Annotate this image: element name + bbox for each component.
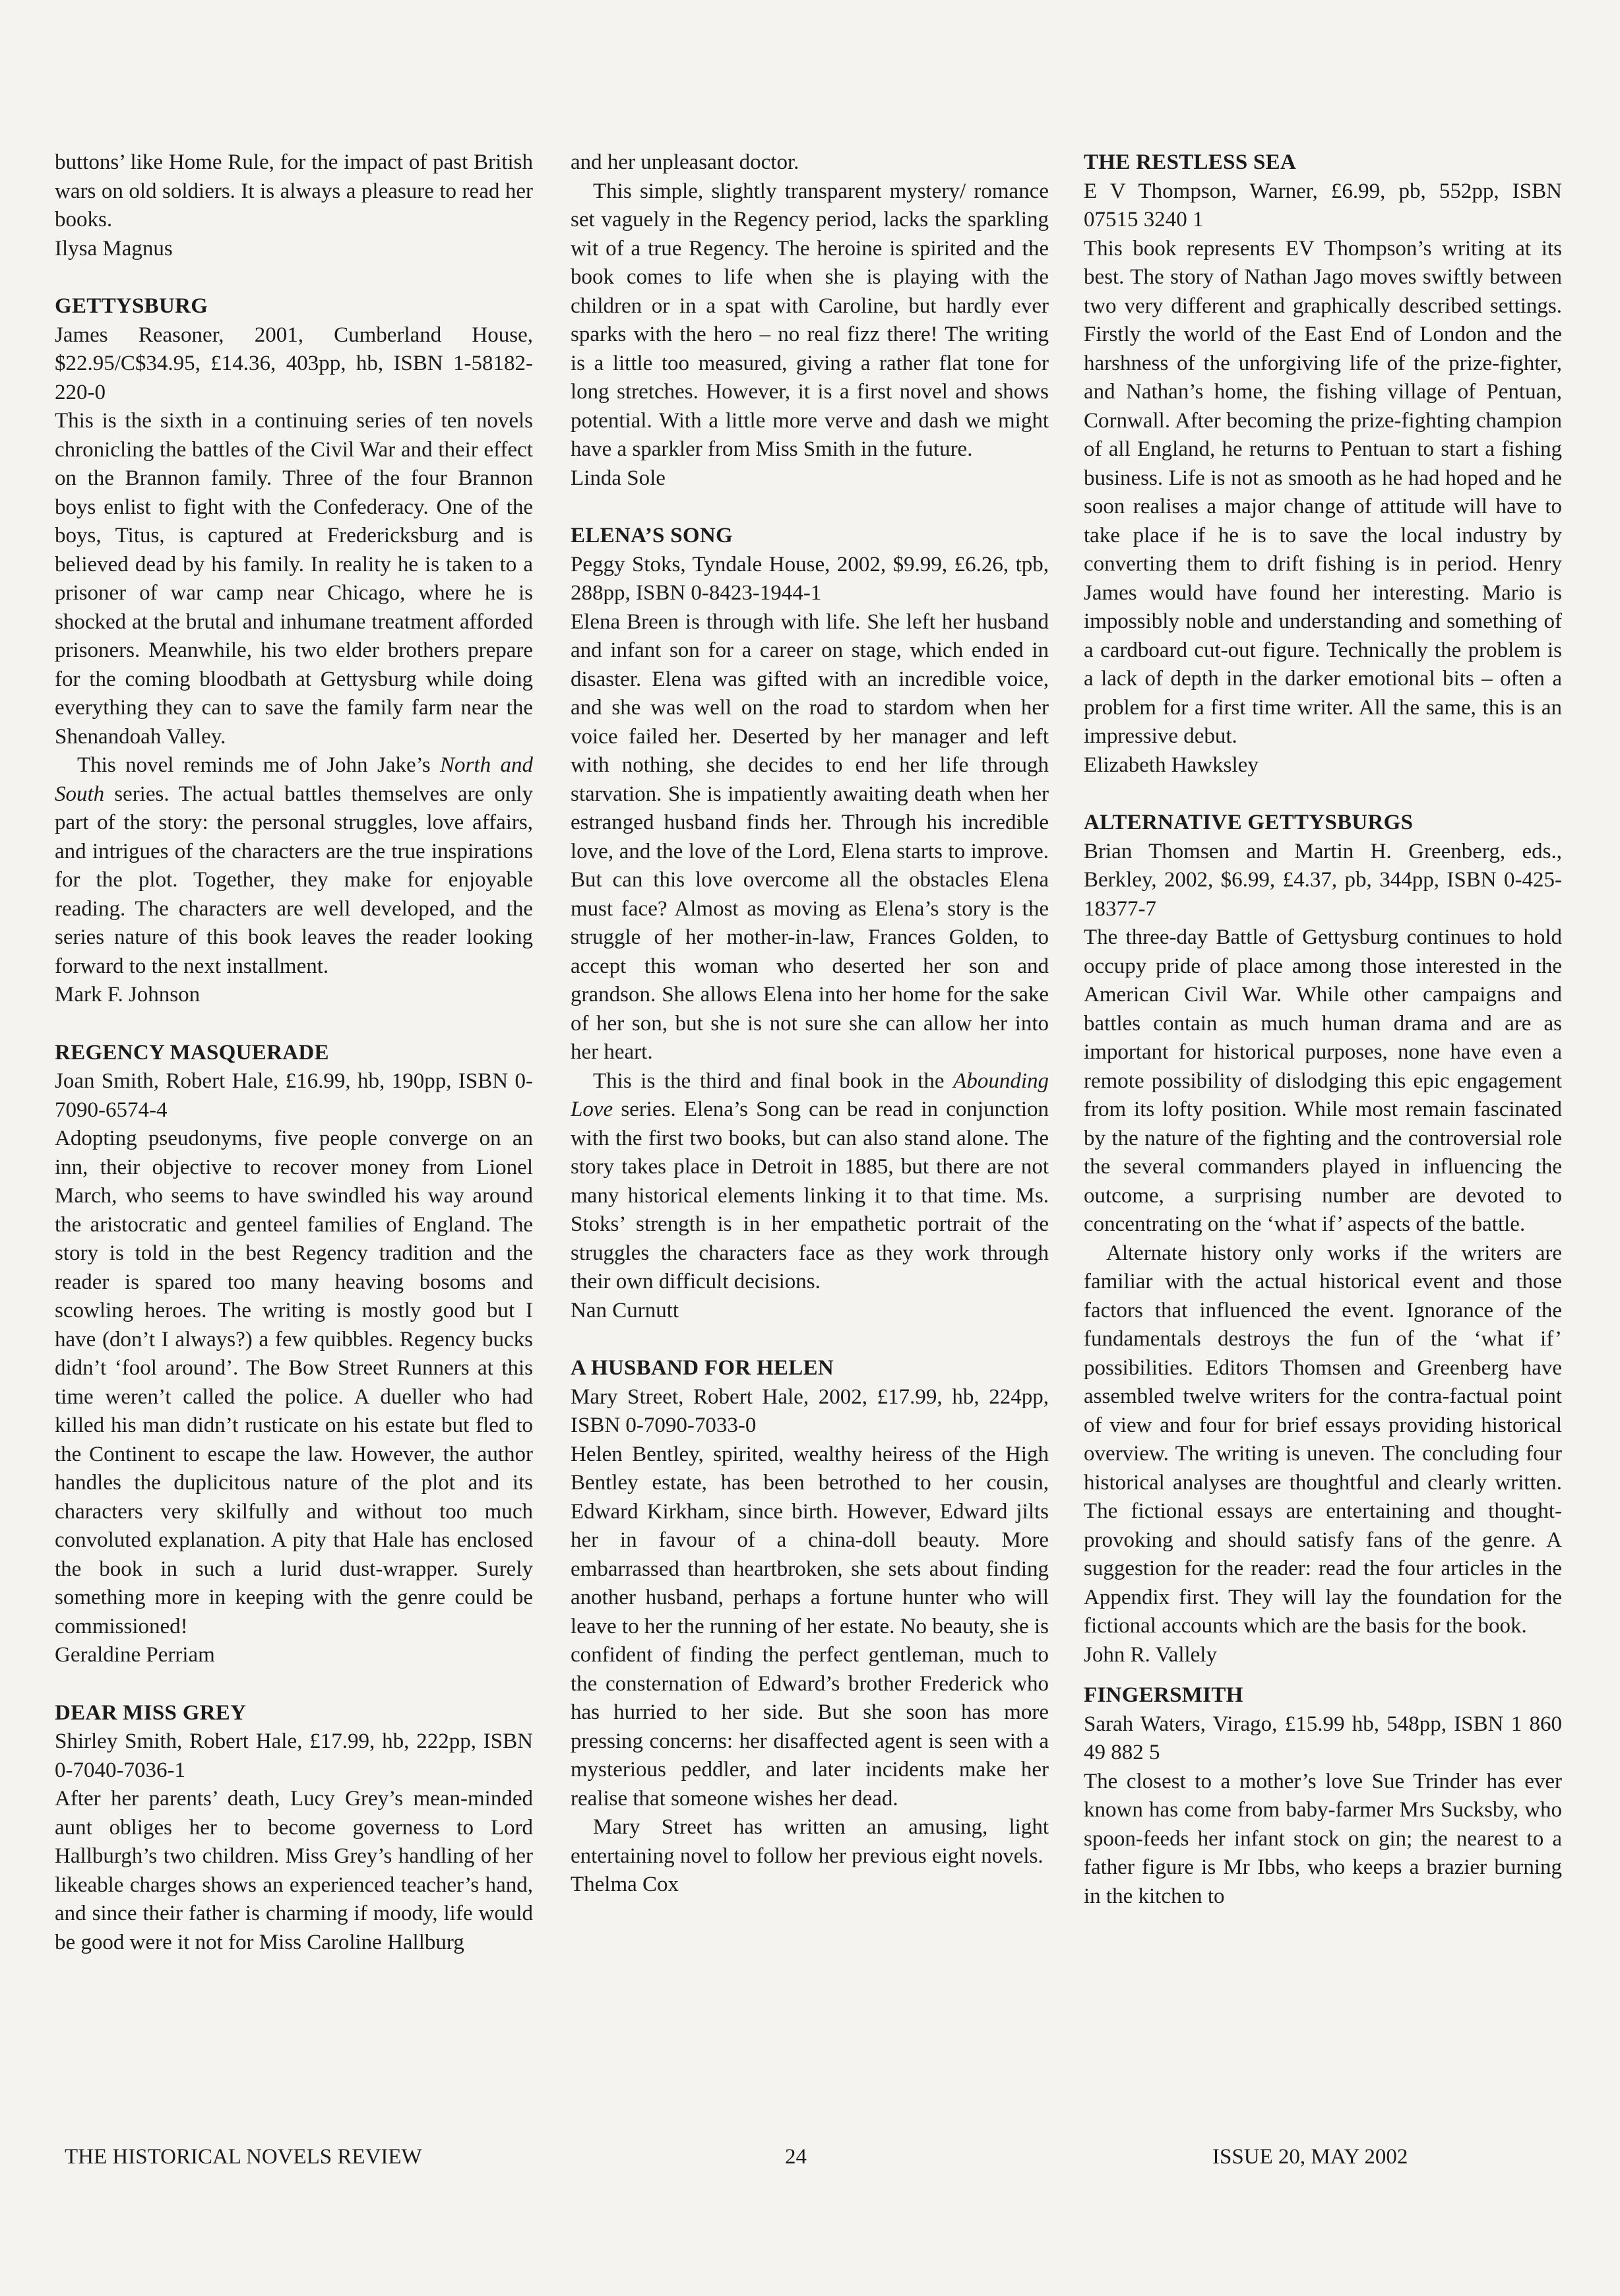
review-title: DEAR MISS GREY [55, 1700, 247, 1725]
paragraph-text: Helen Bentley, spirited, wealthy heiress of the High Bentley estate, has been betrothed to her cousin, Edward Kirkham, since birth. However, Edward jilts her in favour of a china-doll beauty. More embarrassed than heartbroken, she sets about finding another husband, perhaps a fortune hunter who will leave to her the running of her estate. No beauty, she is confident of finding the perfect gentleman, much to the consternation of Edward’s brother Frederick who has hurried to her side. But she soon has more pressing concerns: her disaffected agent is seen with a mysterious peddler, and later incidents make her realise that someone wishes her dead. [571, 1442, 1049, 1811]
review-book-details: Joan Smith, Robert Hale, £16.99, hb, 190pp, ISBN 0-7090-6574-4 [55, 1069, 533, 1122]
paragraph-text: series. The actual battles themselves are only part of the story: the personal struggles, love affairs, and intrigues of the characters are the true inspirations for the plot. Together, they make for enjoyable reading. The characters are well developed, and the series nature of this book leaves the reader looking forward to the next installment. [55, 782, 533, 978]
series-title-italic: North and South [55, 753, 533, 806]
series-title-italic: Abounding Love [571, 1069, 1049, 1121]
footer-page-number: 24 [785, 2145, 807, 2169]
review-book-details: Brian Thomsen and Martin H. Greenberg, eds., Berkley, 2002, $6.99, £4.37, pb, 344pp, ISBN 0-425-18377-7 [1084, 839, 1562, 921]
review-paragraph [1084, 1768, 1562, 1911]
paragraph-text: This novel reminds me of John Jake’s [77, 753, 441, 777]
paragraph-text: The three-day Battle of Gettysburg continues to hold occupy pride of place among those interested in the American Civil War. While other campaigns and battles contain as much human drama and are as important for historical purposes, none have even a remote possibility of dislodging this epic engagement from its lofty position. While most remain fascinated by the nature of the fighting and the controversial role the several commanders played in influencing the outcome, a surprising number are devoted to concentrating on the ‘what if’ aspects of the battle. [1084, 925, 1562, 1236]
review-paragraph [571, 1441, 1049, 1814]
review-book-details: Shirley Smith, Robert Hale, £17.99, hb, 222pp, ISBN 0-7040-7036-1 [55, 1729, 533, 1782]
paragraph-text: Alternate history only works if the writers are familiar with the actual historical event and those factors that influenced the event. Ignorance of the fundamentals destroys the fun of the ‘what if’ possibilities. Editors Thomsen and Greenberg have assembled twelve writers for the contra-factual point of view and four for brief essays providing historical overview. The writing is uneven. The concluding four historical analyses are thoughtful and clearly written. The fictional essays are entertaining and thought-provoking and should satisfy fans of the genre. A suggestion for the reader: read the four articles in the Appendix first. They will lay the foundation for the fictional accounts which are the basis for the book. [1084, 1241, 1562, 1638]
reviewer-name: Mark F. Johnson [55, 983, 201, 1007]
reviewer-name: Elizabeth Hawksley [1084, 753, 1259, 777]
paragraph-text: This is the sixth in a continuing series of ten novels chronicling the battles of the Civil War and their effect on the Brannon family. Three of the four Brannon boys enlist to fight with the Confederacy. One of the boys, Titus, is captured at Fredericksburg and is believed dead by his family. In reality he is taken to a prisoner of war camp near Chicago, where he is shocked at the brutal and inhumane treatment afforded prisoners. Meanwhile, his two elder brothers prepare for the coming bloodbath at Gettysburg while doing everything they can to save the family farm near the Shenandoah Valley. [55, 409, 533, 749]
paragraph-text: The closest to a mother’s love Sue Trinder has ever known has come from baby-farmer Mrs Sucksby, who spoon-feeds her infant stock on gin; the nearest to a father figure is Mr Ibbs, who keeps a brazier burning in the kitchen to [1084, 1769, 1562, 1908]
review-paragraph [55, 1125, 533, 1641]
review-paragraph [55, 751, 533, 981]
reviewer-name: Linda Sole [571, 466, 666, 490]
text-column-2 [571, 148, 1049, 2140]
paragraph-text: This simple, slightly transparent mystery/ romance set vaguely in the Regency period, lacks the sparkling wit of a true Regency. The heroine is spirited and the book comes to life when she is playing with the children or in a spat with Caroline, but hardly ever sparks with the hero – no real fizz there! The writing is a little too measured, giving a rather flat tone for long stretches. However, it is a first novel and shows potential. With a little more verve and dash we might have a sparkler from Miss Smith in the future. [571, 179, 1049, 461]
review-paragraph [55, 148, 533, 235]
paragraph-text: This book represents EV Thompson’s writing at its best. The story of Nathan Jago moves swiftly between two very different and graphically described settings. Firstly the world of the East End of London and the harshness of the unforgiving life of the prize-fighter, and Nathan’s home, the fishing village of Pentuan, Cornwall. After becoming the prize-fighting champion of all England, he returns to Pentuan to start a fishing business. Life is not as smooth as he had hoped and he soon realises a major change of attitude will have to take place if he is to save the local industry by converting them to drift fishing is in period. Henry James would have found her interesting. Mario is impossibly noble and understanding and something of a cardboard cut-out figure. Technically the problem is a lack of depth in the darker emotional bits – often a problem for a first time writer. All the same, this is an impressive debut. [1084, 236, 1562, 748]
review-paragraph [571, 1813, 1049, 1871]
review-title: A HUSBAND FOR HELEN [571, 1356, 834, 1380]
footer-issue-date: ISSUE 20, MAY 2002 [1212, 2145, 1408, 2169]
review-paragraph [571, 1067, 1049, 1297]
paragraph-text: After her parents’ death, Lucy Grey’s mean-minded aunt obliges her to become governess to Lord Hallburgh’s two children. Miss Grey’s handling of her likeable charges shows an experienced teacher’s hand, and since their father is charming if moody, life would be good were it not for Miss Caroline Hallburg [55, 1787, 533, 1954]
text-column-3 [1084, 148, 1562, 2140]
review-paragraph [55, 1785, 533, 1957]
review-paragraph [571, 177, 1049, 464]
review-title: THE RESTLESS SEA [1084, 150, 1297, 174]
review-book-details: Mary Street, Robert Hale, 2002, £17.99, hb, 224pp, ISBN 0-7090-7033-0 [571, 1384, 1049, 1437]
review-paragraph [1084, 923, 1562, 1239]
review-paragraph [1084, 1239, 1562, 1641]
review-paragraph [1084, 235, 1562, 751]
reviewer-name: John R. Vallely [1084, 1642, 1217, 1667]
review-title: FINGERSMITH [1084, 1683, 1243, 1707]
paragraph-text: buttons’ like Home Rule, for the impact of past British wars on old soldiers. It is always a pleasure to read her books. [55, 150, 533, 232]
review-title: ELENA’S SONG [571, 524, 733, 547]
paragraph-text: Elena Breen is through with life. She left her husband and infant son for a career on stage, which ended in disaster. Elena was gifted with an incredible voice, and she was well on the road to stardom when her voice failed her. Deserted by her manager and left with nothing, she decides to end her life through starvation. She is impatiently awaiting death when her estranged husband finds her. Through his incredible love, and the love of the Lord, Elena starts to improve. But can this love overcome all the obstacles Elena must face? Almost as moving as Elena’s story is the struggle of her mother-in-law, Frances Golden, to accept this woman who deserted her son and grandson. She allows Elena into her home for the sake of her son, but she is not sure she can allow her into her heart. [571, 609, 1049, 1064]
review-book-details: Peggy Stoks, Tyndale House, 2002, $9.99, £6.26, tpb, 288pp, ISBN 0-8423-1944-1 [571, 552, 1049, 605]
paragraph-text: Mary Street has written an amusing, light entertaining novel to follow her previous eight novels. [571, 1815, 1049, 1868]
reviewer-name: Nan Curnutt [571, 1298, 679, 1322]
reviewer-name: Ilysa Magnus [55, 236, 173, 261]
footer-publication-title: THE HISTORICAL NOVELS REVIEW [65, 2145, 422, 2169]
reviewer-name: Geraldine Perriam [55, 1643, 215, 1667]
paragraph-text: series. Elena’s Song can be read in conjunction with the first two books, but can also stand alone. The story takes place in Detroit in 1885, but there are not many historical elements linking it to that time. Ms. Stoks’ strength is in her empathetic portrait of the struggles the characters face as they work through their own difficult decisions. [571, 1098, 1049, 1293]
paragraph-text: and her unpleasant doctor. [571, 150, 799, 174]
review-title: GETTYSBURG [55, 294, 208, 318]
review-book-details: E V Thompson, Warner, £6.99, pb, 552pp, ISBN 07515 3240 1 [1084, 179, 1562, 232]
text-column-1 [55, 148, 533, 2140]
review-book-details: Sarah Waters, Virago, £15.99 hb, 548pp, ISBN 1 860 49 882 5 [1084, 1712, 1562, 1764]
review-title: ALTERNATIVE GETTYSBURGS [1084, 811, 1414, 834]
review-paragraph [571, 148, 1049, 177]
paragraph-text: Adopting pseudonyms, five people converge on an inn, their objective to recover money from Lionel March, who seems to have swindled his way around the aristocratic and genteel families of England. The story is told in the best Regency tradition and the reader is spared too many heaving bosoms and scowling heroes. The writing is mostly good but I have (don’t I always?) a few quibbles. Regency bucks didn’t ‘fool around’. The Bow Street Runners at this time weren’t called the police. A dueller who had killed his man didn’t rusticate on his estate but fled to the Continent to escape the law. However, the author handles the duplicitous nature of the plot and its characters very skilfully and without too much convoluted explanation. A pity that Hale has enclosed the book in such a lurid dust-wrapper. Surely something more in keeping with the genre could be commissioned! [55, 1127, 533, 1638]
review-book-details: James Reasoner, 2001, Cumberland House, $22.95/C$34.95, £14.36, 403pp, hb, ISBN 1-58182-220-0 [55, 323, 533, 404]
review-paragraph [571, 608, 1049, 1067]
review-paragraph [55, 407, 533, 751]
review-title: REGENCY MASQUERADE [55, 1040, 329, 1065]
reviewer-name: Thelma Cox [571, 1873, 679, 1896]
paragraph-text: This is the third and final book in the [593, 1069, 954, 1093]
